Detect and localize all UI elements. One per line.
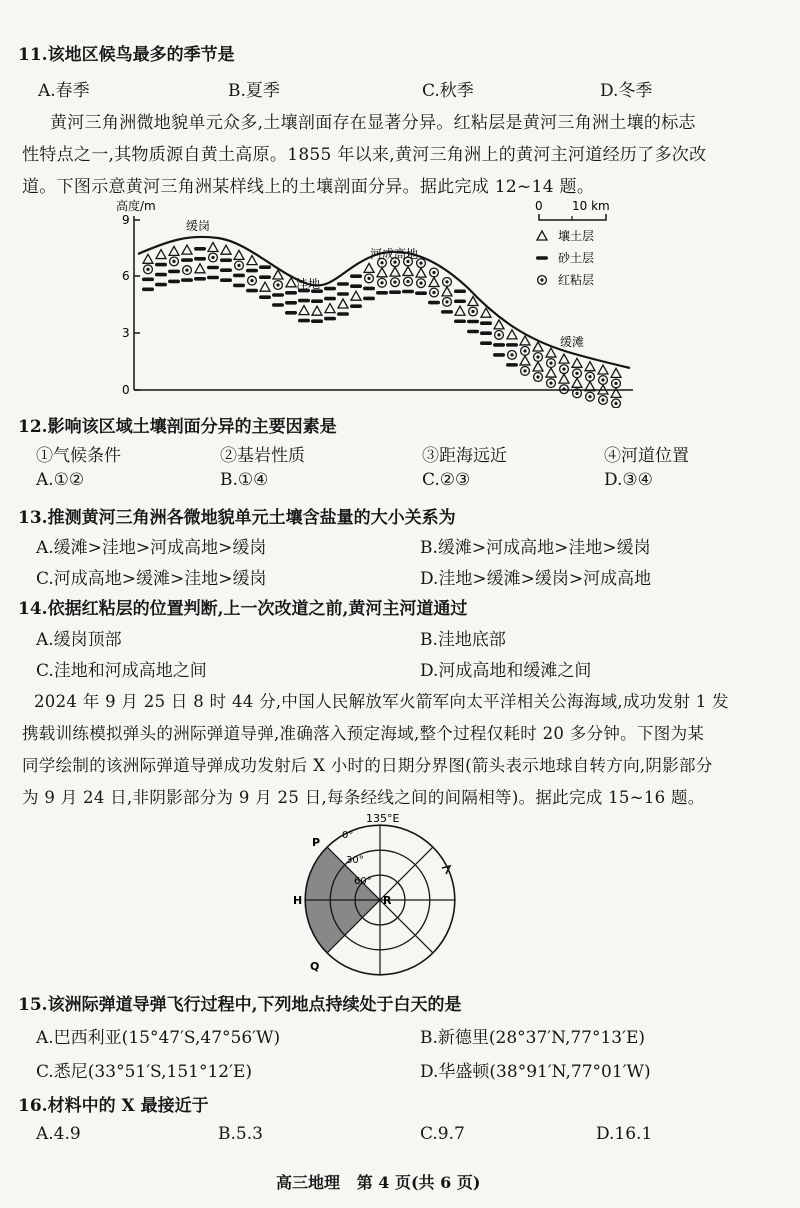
sand-symbol [220, 278, 232, 282]
sand-symbol [363, 287, 375, 291]
sand-symbol [259, 295, 271, 299]
clay-symbol [612, 379, 621, 388]
loam-symbol [520, 336, 530, 345]
y-axis-label: 高度/m [116, 199, 156, 213]
sand-symbol [389, 290, 401, 294]
clay-symbol [430, 268, 439, 277]
legend-loam: 壤土层 [558, 229, 595, 243]
sand-symbol [142, 288, 154, 292]
loam-symbol [325, 304, 335, 313]
q12-option-b: B.①④ [220, 470, 269, 490]
q12-option-a: A.①② [36, 470, 85, 490]
sand-symbol [350, 284, 362, 288]
q12-factor-3: ③距海远近 [422, 446, 507, 466]
clay-symbol [547, 359, 556, 368]
loam-symbol [260, 282, 270, 291]
q11-option-b: B.夏季 [228, 81, 280, 101]
q15-stem: 15.该洲际弹道导弹飞行过程中,下列地点持续处于白天的是 [18, 995, 462, 1015]
sand-symbol [181, 278, 193, 282]
loam-symbol [546, 368, 556, 377]
q16-option-a: A.4.9 [36, 1124, 81, 1144]
loam-symbol [403, 267, 413, 276]
legend-clay-icon [538, 276, 547, 285]
clay-symbol [612, 399, 621, 408]
y-tick-0: 0 [122, 383, 130, 397]
q15-option-b: B.新德里(28°37′N,77°13′E) [420, 1028, 646, 1048]
sand-symbol [493, 343, 505, 347]
sand-symbol [285, 311, 297, 315]
loam-symbol [143, 254, 153, 263]
sand-symbol [506, 343, 518, 347]
label-depression: 洼地 [296, 277, 321, 291]
loam-symbol [611, 368, 621, 377]
loam-symbol [546, 348, 556, 357]
clay-symbol [599, 396, 608, 405]
clay-symbol [560, 365, 569, 374]
clay-symbol [183, 266, 192, 275]
sand-symbol [233, 274, 245, 278]
sand-symbol [233, 284, 245, 288]
sand-symbol [350, 274, 362, 278]
sand-symbol [285, 301, 297, 305]
sand-symbol [298, 319, 310, 323]
point-p-label: P [312, 836, 321, 849]
sand-symbol [415, 291, 427, 295]
sand-symbol [480, 321, 492, 325]
sand-symbol [480, 341, 492, 345]
loam-symbol [572, 378, 582, 387]
clay-symbol [248, 276, 257, 285]
lat-60-label: 60° [354, 876, 372, 887]
point-q-label: Q [310, 960, 320, 973]
loam-symbol [494, 320, 504, 329]
sand-symbol [259, 275, 271, 279]
clay-symbol [235, 261, 244, 270]
clay-symbol [391, 278, 400, 287]
passage2-line: 为 9 月 24 日,非阴影部分为 9 月 25 日,每条经线之间的间隔相等)。据此完成 15~16 题。 [22, 788, 705, 807]
loam-symbol [429, 278, 439, 287]
sand-symbol [220, 258, 232, 262]
q16-stem: 16.材料中的 X 最接近于 [18, 1096, 209, 1116]
clay-symbol [534, 373, 543, 382]
sand-symbol [337, 312, 349, 316]
loam-symbol [572, 358, 582, 367]
sand-symbol [168, 270, 180, 274]
q11-option-c: C.秋季 [422, 81, 474, 101]
q13-stem: 13.推测黄河三角洲各微地貌单元土壤含盐量的大小关系为 [18, 508, 456, 528]
label-gentle-beach: 缓滩 [560, 335, 585, 349]
soil-profile-figure [108, 196, 648, 408]
sand-symbol [285, 291, 297, 295]
clay-symbol [521, 367, 530, 376]
clay-symbol [586, 392, 595, 401]
sand-symbol [493, 353, 505, 357]
clay-symbol [534, 353, 543, 362]
loam-symbol [559, 354, 569, 363]
sand-symbol [246, 269, 258, 273]
q13-option-b: B.缓滩>河成高地>洼地>缓岗 [420, 538, 651, 558]
clay-symbol [495, 331, 504, 340]
sand-symbol [142, 278, 154, 282]
label-river-highland: 河成高地 [370, 247, 419, 261]
clay-symbol [144, 265, 153, 274]
lat-0-label: 0° [342, 830, 354, 841]
passage2-line: 2024 年 9 月 25 日 8 时 44 分,中国人民解放军火箭军向太平洋相关公海海域,成功发射 1 发 [34, 692, 729, 711]
clay-symbol [443, 297, 452, 306]
loam-symbol [533, 362, 543, 371]
clay-symbol [469, 307, 478, 316]
loam-symbol [208, 243, 218, 252]
clay-symbol [274, 281, 283, 290]
point-h-label: H [293, 894, 303, 907]
sand-symbol [350, 304, 362, 308]
sand-symbol [155, 273, 167, 277]
sand-symbol [207, 266, 219, 270]
q14-option-a: A.缓岗顶部 [36, 630, 122, 650]
loam-symbol [598, 365, 608, 374]
clay-symbol [521, 347, 530, 356]
sand-symbol [363, 297, 375, 301]
loam-symbol [559, 374, 569, 383]
q14-option-d: D.河成高地和缓滩之间 [420, 661, 592, 681]
q14-stem: 14.依据红粘层的位置判断,上一次改道之前,黄河主河道通过 [18, 599, 468, 619]
sand-symbol [207, 276, 219, 280]
loam-symbol [195, 264, 205, 273]
sand-symbol [337, 292, 349, 296]
sand-symbol [181, 258, 193, 262]
loam-symbol [377, 268, 387, 277]
y-tick-3: 3 [122, 326, 130, 340]
q12-factor-2: ②基岩性质 [220, 446, 305, 466]
loam-symbol [182, 245, 192, 254]
sand-symbol [428, 301, 440, 305]
sand-symbol [311, 299, 323, 303]
q11-option-d: D.冬季 [600, 81, 653, 101]
sand-symbol [454, 289, 466, 293]
q15-option-c: C.悉尼(33°51′S,151°12′E) [36, 1062, 252, 1082]
loam-symbol [585, 362, 595, 371]
clay-symbol [443, 277, 452, 286]
soil-symbols [142, 243, 621, 408]
q12-option-d: D.③④ [604, 470, 653, 490]
sand-symbol [480, 331, 492, 335]
q16-option-d: D.16.1 [596, 1124, 653, 1144]
clay-symbol [599, 376, 608, 385]
q15-option-a: A.巴西利亚(15°47′S,47°56′W) [36, 1028, 281, 1048]
q11-option-a: A.春季 [38, 81, 90, 101]
clay-symbol [560, 385, 569, 394]
loam-symbol [299, 306, 309, 315]
loam-symbol [247, 256, 257, 265]
loam-symbol [455, 306, 465, 315]
loam-symbol [364, 263, 374, 272]
y-tick-6: 6 [122, 269, 130, 283]
loam-symbol [351, 291, 361, 300]
loam-symbol [442, 287, 452, 296]
sand-symbol [168, 280, 180, 284]
q16-option-c: C.9.7 [420, 1124, 465, 1144]
loam-symbol [221, 245, 231, 254]
legend-sand-icon [536, 256, 548, 260]
q16-option-b: B.5.3 [218, 1124, 263, 1144]
sand-symbol [246, 289, 258, 293]
loam-symbol [338, 299, 348, 308]
loam-symbol [520, 356, 530, 365]
sand-symbol [194, 277, 206, 281]
y-tick-9: 9 [122, 213, 130, 227]
legend-loam-icon [537, 231, 547, 240]
passage2-line: 同学绘制的该洲际弹道导弹成功发射后 X 小时的日期分界图(箭头表示地球自转方向,阴影部分 [22, 756, 713, 775]
sand-symbol [467, 330, 479, 334]
passage1-line: 黄河三角洲微地貌单元众多,土壤剖面存在显著分异。红粘层是黄河三角洲土壤的标志 [50, 113, 696, 133]
clay-symbol [404, 277, 413, 286]
loam-symbol [312, 306, 322, 315]
q14-option-c: C.洼地和河成高地之间 [36, 661, 207, 681]
sand-symbol [272, 303, 284, 307]
legend-sand: 砂土层 [558, 251, 595, 265]
clay-symbol [365, 274, 374, 283]
sand-symbol [402, 290, 414, 294]
q13-option-d: D.洼地>缓滩>缓岗>河成高地 [420, 569, 652, 589]
passage1-line: 道。下图示意黄河三角洲某样线上的土壤剖面分异。据此完成 12~14 题。 [22, 177, 595, 197]
sand-symbol [324, 287, 336, 291]
clay-symbol [586, 372, 595, 381]
date-line-polar-figure [290, 810, 470, 976]
sand-symbol [272, 293, 284, 297]
sand-symbol [155, 283, 167, 287]
q12-factor-1: ①气候条件 [36, 446, 121, 466]
clay-symbol [209, 253, 218, 262]
sand-symbol [454, 299, 466, 303]
legend-clay: 红粘层 [558, 273, 595, 287]
clay-symbol [417, 279, 426, 288]
q12-option-c: C.②③ [422, 470, 471, 490]
clay-symbol [378, 278, 387, 287]
passage1-line: 性特点之一,其物质源自黄土高原。1855 年以来,黄河三角洲上的黄河主河道经历了多次改 [22, 145, 707, 165]
q14-option-b: B.洼地底部 [420, 630, 506, 650]
clay-symbol [508, 350, 517, 359]
sand-symbol [298, 299, 310, 303]
loam-symbol [390, 267, 400, 276]
clay-symbol [430, 288, 439, 297]
sand-symbol [441, 310, 453, 314]
sand-symbol [337, 282, 349, 286]
q13-option-c: C.河成高地>缓滩>洼地>缓岗 [36, 569, 267, 589]
sand-symbol [194, 247, 206, 251]
label-gentle-ridge: 缓岗 [186, 219, 211, 233]
meridian-135e-label: 135°E [366, 812, 400, 825]
q15-option-d: D.华盛顿(38°91′N,77°01′W) [420, 1062, 651, 1082]
q13-option-a: A.缓滩>洼地>河成高地>缓岗 [36, 538, 267, 558]
sand-symbol [194, 257, 206, 261]
sand-symbol [376, 291, 388, 295]
page-footer: 高三地理 第 4 页(共 6 页) [276, 1173, 481, 1192]
q12-stem: 12.影响该区域土壤剖面分异的主要因素是 [18, 417, 337, 437]
sand-symbol [311, 319, 323, 323]
loam-symbol [169, 246, 179, 255]
sand-symbol [324, 297, 336, 301]
clay-symbol [573, 369, 582, 378]
rotation-arrow-icon [442, 866, 450, 874]
lat-30-label: 30° [346, 855, 364, 866]
loam-symbol [416, 268, 426, 277]
loam-symbol [156, 250, 166, 259]
loam-symbol [507, 330, 517, 339]
q12-factor-4: ④河道位置 [604, 446, 689, 466]
sand-symbol [220, 268, 232, 272]
sand-symbol [155, 263, 167, 267]
scale-10km: 10 km [572, 199, 610, 213]
q11-stem: 11.该地区候鸟最多的季节是 [18, 45, 235, 65]
sand-symbol [324, 317, 336, 321]
passage2-line: 携载训练模拟弹头的洲际弹道导弹,准确落入预定海域,整个过程仅耗时 20 多分钟。下图为某 [22, 724, 705, 743]
scale-zero: 0 [535, 199, 543, 213]
loam-symbol [234, 250, 244, 259]
point-r-label: R [383, 894, 392, 907]
sand-symbol [467, 320, 479, 324]
sand-symbol [259, 265, 271, 269]
clay-symbol [170, 257, 179, 266]
sand-symbol [506, 363, 518, 367]
clay-symbol [547, 379, 556, 388]
sand-symbol [454, 319, 466, 323]
